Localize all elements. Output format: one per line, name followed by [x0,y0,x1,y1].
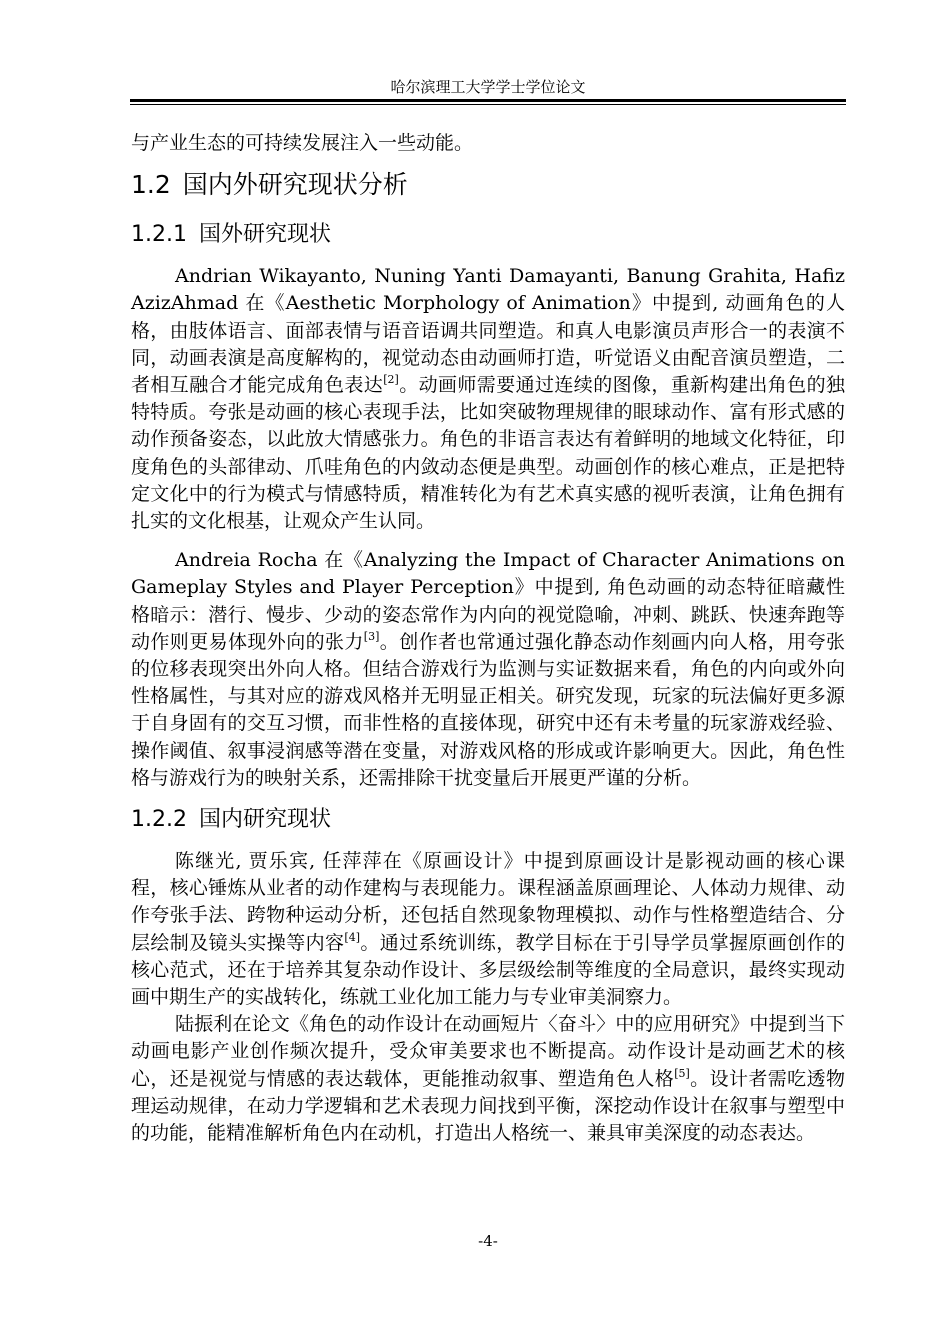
body-text [131,130,845,1147]
subsection-number: 1.2.2 [131,807,187,833]
subsection-heading-domestic [131,804,845,836]
section-title: 国内外研究现状分析 [182,170,408,200]
paragraph-text: 陈继光, 贾乐宾, 任萍萍在《原画设计》中提到原画设计是影视动画的核心课程，核心锤炼从业者的动作建构与表现能力。课程涵盖原画理论、人体动力规律、动作夸张手法、跨物种运动分析，还包括自然现象物理模拟、动作与性格塑造结合、分层绘制及镜头实操等内容 [131,850,845,954]
citation-ref: [2] [383,373,399,387]
page-number: -4- [478,1232,498,1250]
running-header: 哈尔滨理工大学学士学位论文 [390,78,586,96]
paragraph-text-rest: 。动画师需要通过连续的图像，重新构建出角色的独特特质。夸张是动画的核心表现手法，比如突破物理规律的眼球动作、富有形式感的动作预备姿态，以此放大情感张力。角色的非语言表达有着鲜明的地域文化特征，印度角色的头部律动、爪哇角色的内敛动态便是典型。动画创作的核心难点，正是把特定文化中的行为模式与情感特质，精准转化为有艺术真实感的视听表演，让角色拥有扎实的文化根基，让观众产生认同。 [131,374,845,533]
citation-ref: [4] [344,930,360,944]
subsection-heading-foreign [131,219,845,251]
paragraph-lu [131,1011,845,1147]
subsection-title: 国内研究现状 [198,807,331,833]
paragraph-text: Andreia Rocha 在《Analyzing the Impact of Character Animations on Gameplay Styles and Player Perception》中提到, 角色动画的动态特征暗藏性格暗示：潜行、慢步、少动的姿态常作为内向的视觉隐喻，冲刺、跳跃、快速奔跑等动作则更易体现外向的张力 [131,549,845,653]
paragraph-text: 陆振利在论文《角色的动作设计在动画短片〈奋斗〉中的应用研究》中提到当下动画电影产业创作频次提升，受众审美要求也不断提高。动作设计是动画艺术的核心，还是视觉与情感的表达载体，更能推动叙事、塑造角色人格 [131,1013,845,1090]
subsection-number: 1.2.1 [131,222,187,248]
citation-ref: [5] [674,1066,690,1080]
paragraph-text-rest: 。通过系统训练，教学目标在于引导学员掌握原画创作的核心范式，还在于培养其复杂动作设计、多层级绘制等维度的全局意识，最终实现动画中期生产的实战转化，练就工业化加工能力与专业审美洞察力。 [131,931,845,1009]
header-rule-thick [130,99,846,102]
header-rule-thin [130,104,846,105]
continuation-paragraph: 与产业生态的可持续发展注入一些动能。 [131,132,474,154]
paragraph-text-rest: 。设计者需吃透物理运动规律，在动力学逻辑和艺术表现力间找到平衡，深挖动作设计在叙事与塑型中的功能，能精准解析角色内在动机，打造出人格统一、兼具审美深度的动态表达。 [131,1067,845,1145]
paragraph-text-rest: 。创作者也常通过强化静态动作刻画内向人格，用夸张的位移表现突出外向人格。但结合游戏行为监测与实证数据来看，角色的内向或外向性格属性，与其对应的游戏风格并无明显正相关。研究发现，玩家的玩法偏好更多源于自身固有的交互习惯，而非性格的直接体现，研究中还有未考量的玩家游戏经验、操作阈值、叙事浸润感等潜在变量，对游戏风格的形成或许影响更大。因此，角色性格与游戏行为的映射关系，还需排除干扰变量后开展更严谨的分析。 [131,630,845,789]
citation-ref: [3] [363,629,380,643]
subsection-title: 国外研究现状 [198,222,331,248]
section-heading [131,167,845,203]
paragraph-rocha [131,547,845,792]
paragraph-text: Andrian Wikayanto, Nuning Yanti Damayanti, Banung Grahita, Hafiz AzizAhmad 在《Aesthetic Morphology of Animation》中提到, 动画角色的人格，由肢体语言、面部表情与语音语调共同塑造。和真人电影演员声形合一的表演不同，动画表演是高度解构的，视觉动态由动画师打造，听觉语义由配音演员塑造，二者相互融合才能完成角色表达 [131,265,845,397]
paragraph-chen [131,848,845,1011]
section-number: 1.2 [131,170,171,200]
paragraph-wikayanto [131,263,845,535]
